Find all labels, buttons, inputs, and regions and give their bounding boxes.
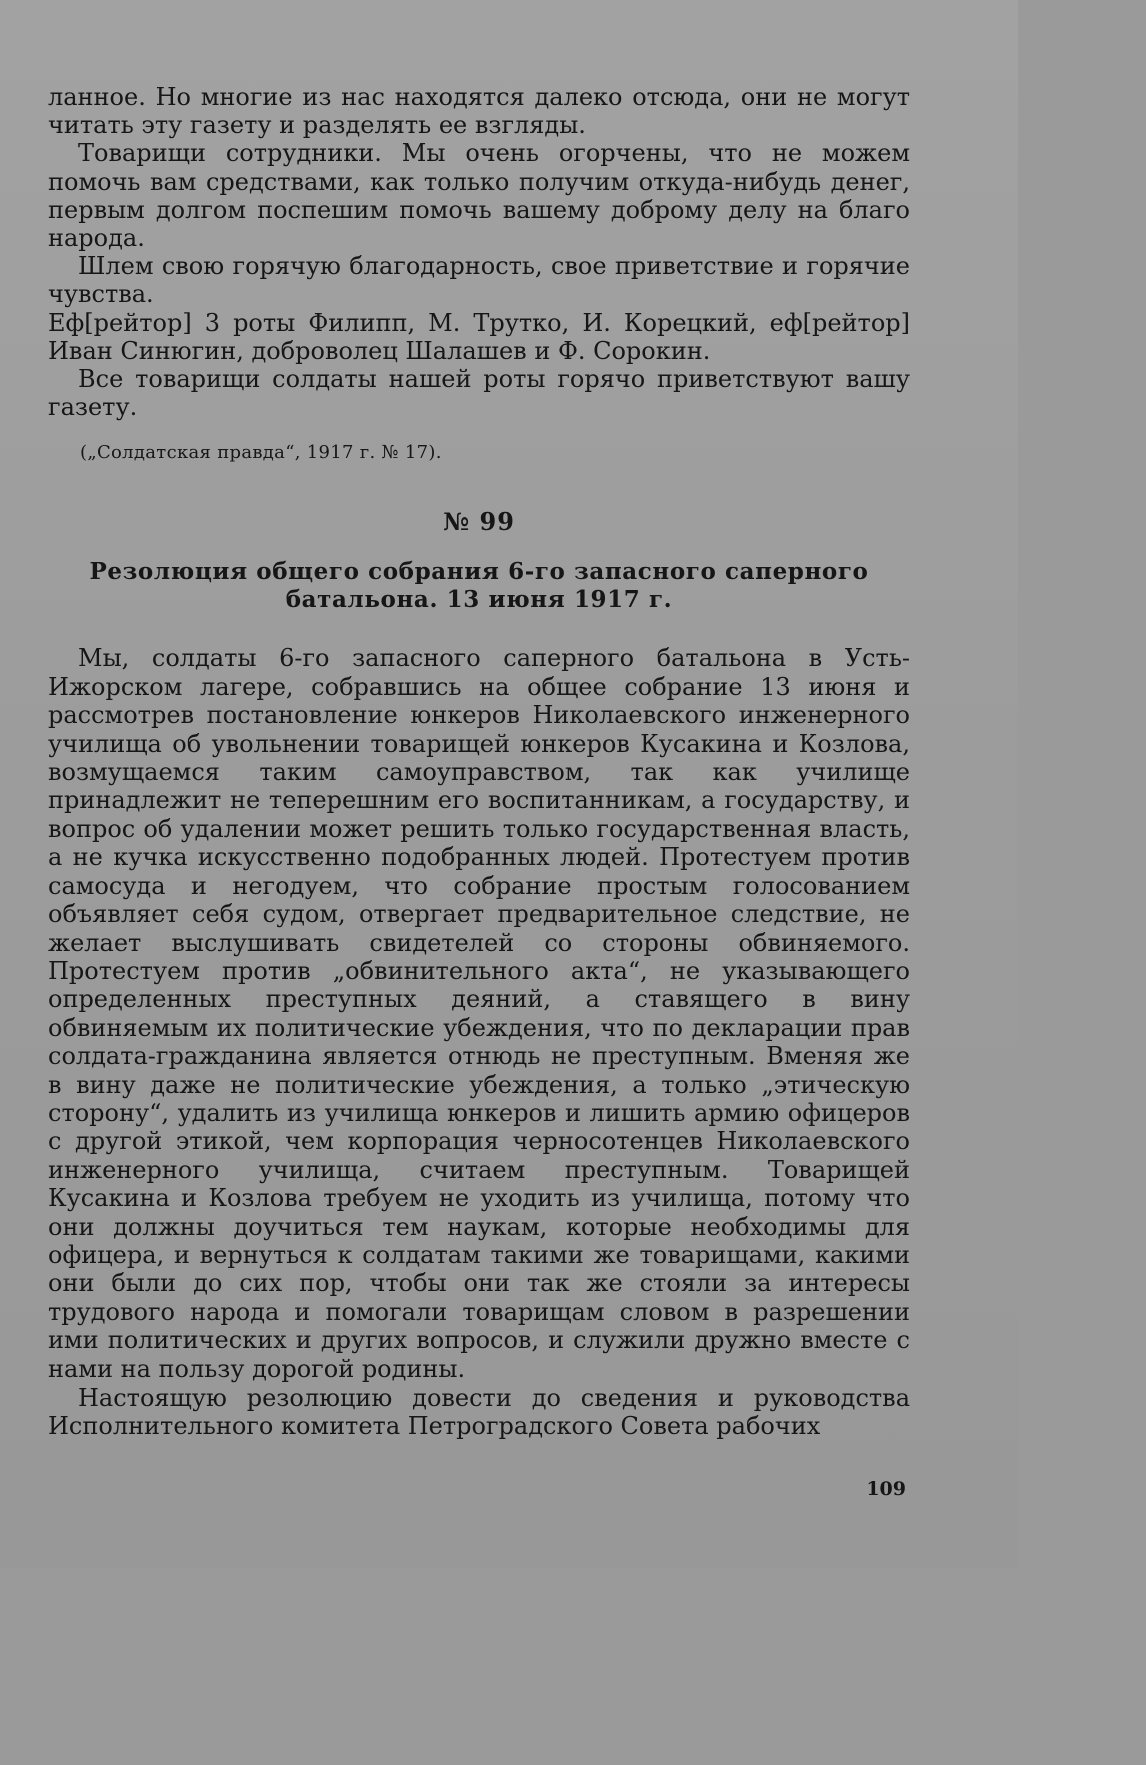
- document-title-line-1: Резолюция общего собрания 6-го запасного саперного: [89, 558, 869, 586]
- letter-ending: [48, 83, 910, 467]
- letter-paragraph-2: Товарищи сотрудники. Мы очень огорчены, что не можем помочь вам средствами, как только получим откуда-нибудь денег, первым долгом поспешим помочь вашему доброму делу на благо народа.: [48, 139, 910, 253]
- letter-paragraph-5: Все товарищи солдаты нашей роты горячо приветствуют вашу газету.: [48, 365, 910, 422]
- resolution-text: [48, 644, 910, 1440]
- resolution-paragraph-2: Настоящую резолюцию довести до сведения и руководства Исполнительного комитета Петроградского Совета рабочих: [48, 1384, 910, 1441]
- document-number: № 99: [443, 507, 515, 537]
- letter-paragraph-1: ланное. Но многие из нас находятся далеко отсюда, они не могут читать эту газету и разделять ее взгляды.: [48, 83, 910, 140]
- letter-paragraph-3: Шлем свою горячую благодарность, свое приветствие и горячие чувства.: [48, 252, 910, 309]
- letter-source-citation: („Солдатская правда“, 1917 г. № 17).: [80, 442, 442, 464]
- resolution-paragraph-1: Мы, солдаты 6-го запасного саперного батальона в Усть-Ижорском лагере, собравшись на общее собрание 13 июня и рассмотрев постановление юнкеров Николаевского инженерного училища об увольнении товарищей юнкеров Кусакина и Козлова, возмущаемся таким самоуправством, так как училище принадлежит не теперешним его воспитанникам, а государству, и вопрос об удалении может решить только государственная власть, а не кучка искусственно подобранных людей. Протестуем против самосуда и негодуем, что собрание простым голосованием объявляет себя судом, отвергает предварительное следствие, не желает выслушивать свидетелей со стороны обвиняемого. Протестуем против „обвинительного акта“, не указывающего определенных преступных деяний, а ставящего в вину обвиняемым их политические убеждения, что по декларации прав солдата-гражданина является отнюдь не преступным. Вменяя же в вину даже не политические убеждения, а только „этическую сторону“, удалить из училища юнкеров и лишить армию офицеров с другой этикой, чем корпорация черносотенцев Николаевского инженерного училища, считаем преступным. Товарищей Кусакина и Козлова требуем не уходить из училища, потому что они должны доучиться тем наукам, которые необходимы для офицера, и вернуться к солдатам такими же товарищами, какими они были до сих пор, чтобы они так же стояли за интересы трудового народа и помогали товарищам словом в разрешении ими политических и других вопросов, и служили дружно вместе с нами на пользу дорогой родины.: [48, 644, 910, 1383]
- letter-signatures: Еф[рейтор] 3 роты Филипп, М. Трутко, И. Корецкий, еф[рейтор] Иван Синюгин, доброволец Шалашев и Ф. Сорокин.: [48, 308, 910, 365]
- document-title: [48, 558, 910, 614]
- page-number: 109: [866, 1478, 906, 1500]
- document-title-line-2: батальона. 13 июня 1917 г.: [285, 586, 673, 614]
